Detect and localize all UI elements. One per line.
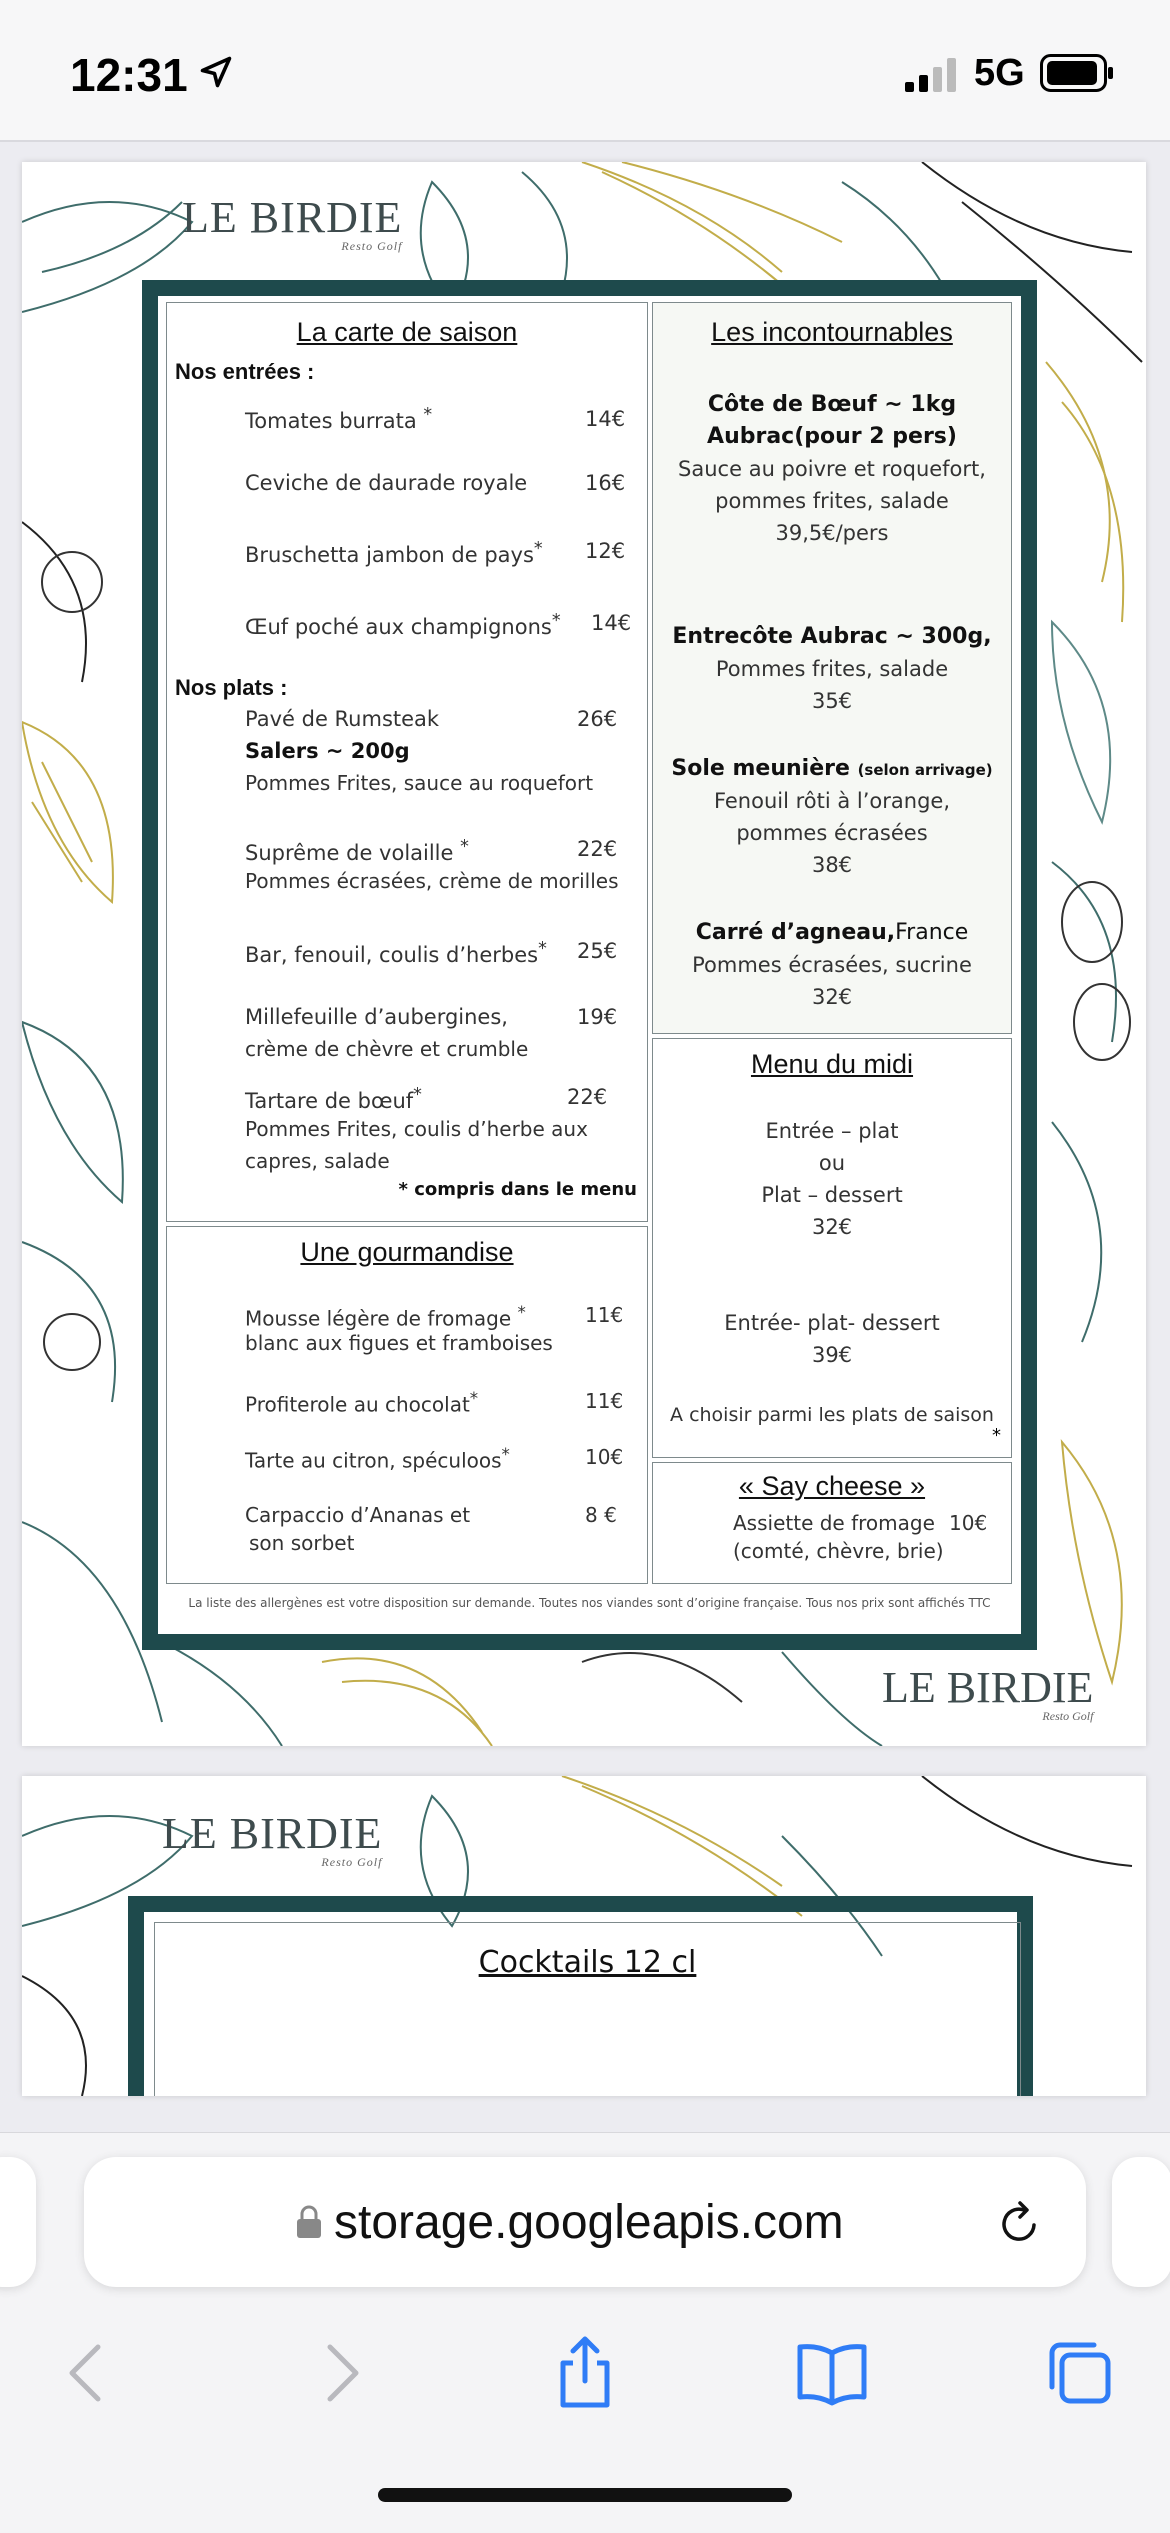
item-title <box>653 917 1011 949</box>
item-price: 39,5€/pers <box>775 521 889 545</box>
previous-tab-peek[interactable] <box>0 2157 36 2287</box>
allergen-note: La liste des allergènes est votre disposition sur demande. Toutes nos viandes sont d’origine française. Tous nos prix sont affichés TTC <box>188 1596 991 1610</box>
item-name: Mousse légère de fromage <box>245 1306 512 1331</box>
battery-icon <box>1040 54 1114 92</box>
section-carte-de-saison <box>166 302 648 1222</box>
logo-subtext: Resto Golf <box>341 239 403 253</box>
menu-item <box>245 611 561 639</box>
item-price: 11€ <box>585 1303 624 1327</box>
cellular-signal-icon <box>905 58 957 92</box>
item-description: son sorbet <box>249 1531 355 1555</box>
lock-icon <box>296 2205 322 2239</box>
menu-item <box>245 539 543 567</box>
logo-top <box>182 192 402 254</box>
item-description: Pommes Frites, sauce au roquefort <box>245 771 594 795</box>
item-bold-line: Salers ~ 200g <box>245 739 410 763</box>
item-price: 10€ <box>585 1445 624 1469</box>
browser-toolbar <box>0 2132 1170 2533</box>
item-mark: * <box>551 611 561 631</box>
menu-page-2 <box>22 1776 1146 2096</box>
item-name: Suprême de volaille <box>245 841 454 865</box>
menu-item: Carpaccio d’Ananas et <box>245 1503 471 1527</box>
item-name: Tomates burrata <box>245 409 417 433</box>
next-tab-peek[interactable] <box>1112 2157 1170 2287</box>
menu-item <box>245 837 469 865</box>
logo-text: LE BIRDIE <box>882 1663 1094 1712</box>
item-title: Entrecôte Aubrac ~ 300g, <box>672 624 992 649</box>
menu-item <box>245 1303 526 1331</box>
item-name: Carré d’agneau, <box>695 920 896 945</box>
item-price: 19€ <box>577 1005 618 1029</box>
item-origin: France <box>895 920 969 945</box>
menu-item: Ceviche de daurade royale <box>245 471 528 495</box>
item-name: Tartare de bœuf <box>245 1089 414 1113</box>
plats-label: Nos plats : <box>175 675 288 700</box>
item-note: (selon arrivage) <box>857 761 993 779</box>
logo-subtext: Resto Golf <box>1042 1709 1094 1723</box>
tabs-icon[interactable] <box>1040 2333 1120 2413</box>
item-description: crème de chèvre et crumble <box>245 1037 529 1061</box>
item-mark: * <box>460 837 469 857</box>
logo-text: LE BIRDIE <box>182 193 403 242</box>
item-name: Tarte au citron, spéculoos <box>245 1448 502 1473</box>
item-mark: * <box>501 1445 510 1464</box>
home-indicator[interactable] <box>378 2488 792 2502</box>
midi-line: Plat – dessert <box>761 1183 903 1207</box>
item-description: Sauce au poivre et roquefort, <box>678 457 986 481</box>
menu-page-1 <box>22 162 1146 1746</box>
section-title: Une gourmandise <box>300 1237 514 1267</box>
midi-price: 39€ <box>811 1343 853 1367</box>
back-icon[interactable] <box>48 2333 128 2413</box>
item-name: Œuf poché aux champignons <box>245 615 552 639</box>
menu-item <box>245 1085 422 1113</box>
section-title: Menu du midi <box>750 1049 914 1079</box>
item-mark: * <box>423 405 433 425</box>
item-mark: * <box>469 1389 479 1408</box>
item-name: Profiterole au chocolat <box>245 1392 470 1417</box>
item-description: capres, salade <box>245 1149 390 1173</box>
item-price: 26€ <box>577 707 618 731</box>
section-title: Les incontournables <box>711 317 953 347</box>
forward-icon[interactable] <box>300 2333 380 2413</box>
item-description: Pommes écrasées, sucrine <box>692 953 972 977</box>
item-mark: * <box>538 939 547 959</box>
item-description: pommes écrasées <box>736 821 928 845</box>
section-menu-du-midi <box>652 1038 1012 1458</box>
item-name: Sole meunière <box>671 756 850 781</box>
status-bar <box>0 0 1170 142</box>
item-name: Bruschetta jambon de pays <box>245 543 534 567</box>
item-mark: * <box>517 1303 526 1322</box>
item-mark: * <box>413 1085 422 1105</box>
menu-frame <box>142 280 1037 1650</box>
item-price: 10€ <box>949 1511 988 1535</box>
menu-item <box>245 405 432 433</box>
section-title: La carte de saison <box>296 317 518 347</box>
item-description: Fenouil rôti à l’orange, <box>713 789 951 813</box>
item-description: (comté, chèvre, brie) <box>733 1539 944 1563</box>
logo-subtext: Resto Golf <box>321 1855 383 1869</box>
item-price: 11€ <box>585 1389 624 1413</box>
item-mark: * <box>533 539 543 559</box>
item-price: 14€ <box>585 407 626 431</box>
status-time: 12:31 <box>70 49 188 101</box>
item-description: Pommes frites, salade <box>715 657 949 681</box>
section-title: « Say cheese » <box>738 1471 926 1501</box>
cocktails-frame <box>128 1896 1033 2096</box>
item-price: 38€ <box>811 853 853 877</box>
entrees-label: Nos entrées : <box>175 359 315 384</box>
menu-item: Millefeuille d’aubergines, <box>245 1005 508 1029</box>
address-bar[interactable] <box>84 2157 1086 2287</box>
midi-note: A choisir parmi les plats de saison <box>670 1404 994 1426</box>
cocktails-box <box>154 1922 1021 2096</box>
section-une-gourmandise <box>166 1226 648 1584</box>
menu-item: Pavé de Rumsteak <box>245 707 440 731</box>
cocktails-title: Cocktails 12 cl <box>478 1945 697 1980</box>
item-name: Bar, fenouil, coulis d’herbes <box>245 943 539 967</box>
midi-note-star: * <box>992 1425 1001 1446</box>
reload-icon[interactable] <box>994 2199 1044 2249</box>
item-description: Pommes écrasées, crème de morilles <box>245 869 619 893</box>
logo-top <box>162 1808 382 1870</box>
midi-price: 32€ <box>811 1215 853 1239</box>
item-price: 12€ <box>585 539 626 563</box>
item-price: 35€ <box>811 689 853 713</box>
item-price: 8 € <box>585 1503 617 1527</box>
menu-note: * compris dans le menu <box>398 1179 637 1200</box>
bookmarks-icon[interactable] <box>792 2333 872 2413</box>
midi-line: Entrée- plat- dessert <box>724 1311 940 1335</box>
item-description: blanc aux figues et framboises <box>245 1331 553 1355</box>
menu-item <box>245 939 547 967</box>
item-title: Aubrac(pour 2 pers) <box>707 424 957 449</box>
logo-text: LE BIRDIE <box>162 1809 383 1858</box>
item-price: 25€ <box>577 939 618 963</box>
midi-line: Entrée – plat <box>765 1119 899 1143</box>
midi-line: ou <box>818 1151 846 1175</box>
item-price: 22€ <box>567 1085 608 1109</box>
item-price: 32€ <box>811 985 853 1009</box>
item-price: 22€ <box>577 837 618 861</box>
share-icon[interactable] <box>545 2333 625 2413</box>
logo-bottom <box>882 1662 1093 1724</box>
item-title <box>653 753 1011 786</box>
location-arrow-icon <box>198 54 234 90</box>
item-price: 16€ <box>585 471 626 495</box>
item-description: pommes frites, salade <box>715 489 949 513</box>
url-text[interactable]: storage.googleapis.com <box>334 2196 844 2249</box>
menu-item <box>245 1445 510 1473</box>
menu-item <box>245 1389 478 1417</box>
item-description: Pommes Frites, coulis d’herbe aux <box>245 1117 588 1141</box>
menu-item: Assiette de fromage <box>733 1511 935 1535</box>
section-incontournables <box>652 302 1012 1034</box>
network-type: 5G <box>974 52 1025 94</box>
section-say-cheese <box>652 1462 1012 1584</box>
item-title: Côte de Bœuf ~ 1kg <box>707 392 957 417</box>
item-price: 14€ <box>591 611 632 635</box>
